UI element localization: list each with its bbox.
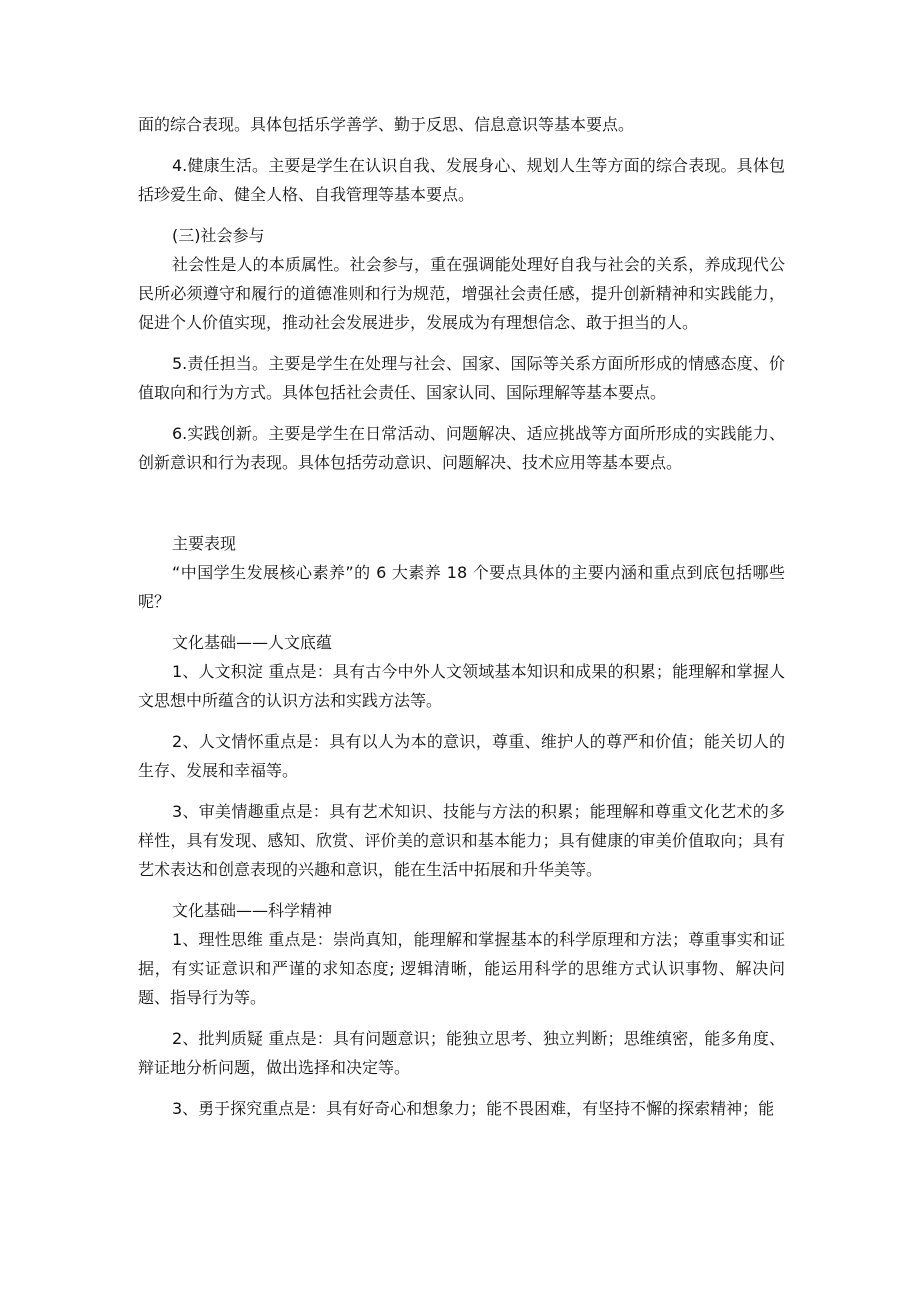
- paragraph-healthy-living: 4.健康生活。主要是学生在认识自我、发展身心、规划人生等方面的综合表现。具体包括珍爱生命、健全人格、自我管理等基本要点。: [138, 156, 785, 204]
- paragraph-question: “中国学生发展核心素养”的 6 大素养 18 个要点具体的主要内涵和重点到底包括哪些呢？: [138, 563, 785, 611]
- paragraph-aesthetic-taste: 3、审美情趣重点是：具有艺术知识、技能与方法的积累；能理解和尊重文化艺术的多样性，具有发现、感知、欣赏、评价美的意识和基本能力；具有健康的审美价值取向；具有艺术表达和创意表现的兴趣和意识，能在生活中拓展和升华美等。: [138, 802, 785, 879]
- paragraph-practice-innovation: 6.实践创新。主要是学生在日常活动、问题解决、适应挑战等方面所形成的实践能力、创新意识和行为表现。具体包括劳动意识、问题解决、技术应用等基本要点。: [138, 424, 785, 472]
- paragraph-responsibility: 5.责任担当。主要是学生在处理与社会、国家、国际等关系方面所形成的情感态度、价值取向和行为方式。具体包括社会责任、国家认同、国际理解等基本要点。: [138, 354, 785, 402]
- paragraph-humanistic-feelings: 2、人文情怀重点是：具有以人为本的意识，尊重、维护人的尊严和价值；能关切人的生存、发展和幸福等。: [138, 732, 785, 780]
- paragraph-humanities-accumulation: 1、人文积淀 重点是：具有古今中外人文领域基本知识和成果的积累；能理解和掌握人文思想中所蕴含的认识方法和实践方法等。: [138, 662, 785, 710]
- section-heading-social-participation: (三)社会参与: [172, 226, 265, 245]
- paragraph-continuation: 面的综合表现。具体包括乐学善学、勤于反思、信息意识等基本要点。: [138, 115, 635, 134]
- paragraph-social-participation: 社会性是人的本质属性。社会参与，重在强调能处理好自我与社会的关系，养成现代公民所必须遵守和履行的道德准则和行为规范，增强社会责任感，提升创新精神和实践能力，促进个人价值实现，推动社会发展进步，发展成为有理想信念、敢于担当的人。: [138, 255, 785, 332]
- paragraph-critical-questioning: 2、批判质疑 重点是：具有问题意识；能独立思考、独立判断；思维缜密，能多角度、辩证地分析问题，做出选择和决定等。: [138, 1029, 785, 1077]
- section-heading-main-performance: 主要表现: [172, 534, 237, 553]
- paragraph-rational-thinking: 1、理性思维 重点是：崇尚真知，能理解和掌握基本的科学原理和方法；尊重事实和证据，有实证意识和严谨的求知态度; 逻辑清晰，能运用科学的思维方式认识事物、解决问题、指导行为等。: [138, 930, 785, 1007]
- subheading-humanities: 文化基础——人文底蕴: [172, 633, 333, 652]
- paragraph-exploration: 3、勇于探究重点是：具有好奇心和想象力；能不畏困难，有坚持不懈的探索精神；能: [172, 1099, 775, 1118]
- subheading-scientific-spirit: 文化基础——科学精神: [172, 901, 333, 920]
- section-spacer: [138, 489, 785, 529]
